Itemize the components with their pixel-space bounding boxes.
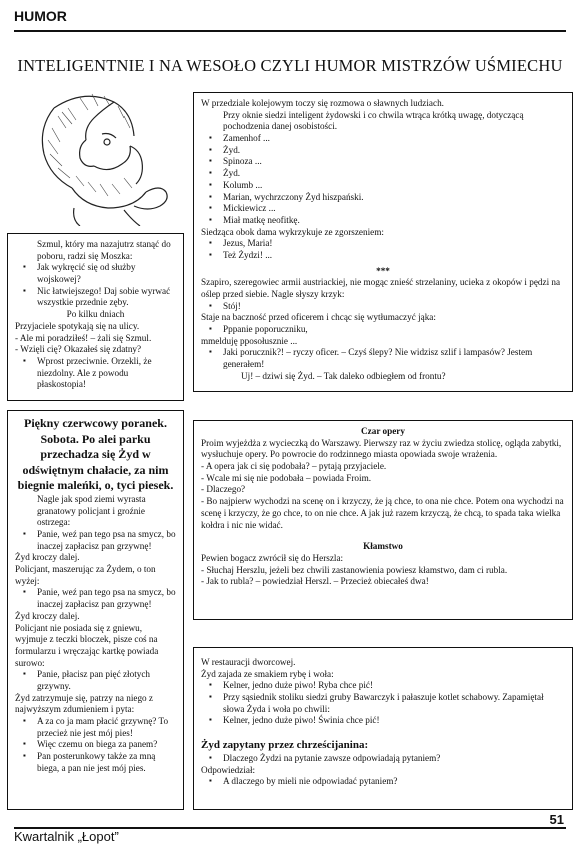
dialogue-line: ▪ Przy sąsiednik stoliku siedzi gruby Bawarczyk i pałaszuje kotlet schabowy. Zapamiętał słowa Żyda i woła po chwili: [201,692,565,715]
dialogue-line: - Wcale mi się nie podobała – powiada Froim. [201,472,372,483]
joke-text: Żyd zatrzymuje się, patrzy na niego z najwyższym zdumieniem i pyta: [15,692,154,715]
dialogue-line: ▪ Pan posterunkowy także za mną biega, a pan nie jest mój pies. [15,751,176,774]
separator-stars: *** [376,265,390,276]
dialogue-line: ▪ Miał matkę neofitkę. [201,215,565,227]
dialogue-line: ▪ Zamenhof ... [201,133,565,145]
magazine-name: Kwartalnik „Łopot” [14,829,119,844]
dialogue-line: - Jak to rubla? – powiedział Herszl. – Przecież obiecałeś dwa! [201,576,429,587]
joke-text: W przedziale kolejowym toczy się rozmowa o sławnych ludziach. [201,98,444,108]
dialogue-line: ▪ Kelner, jedno duże piwo! Świnia chce pić! [201,715,565,727]
dialogue-line: ▪ Też Żydzi! ... [201,250,565,262]
dialogue-line: ▪ Jezus, Maria! [201,238,565,250]
joke-text: Żyd zajada ze smakiem rybę i woła: [201,668,334,679]
dialogue-line: ▪ Panie, weź pan tego psa na smycz, bo inaczej zapłacisz pan grzywnę! [15,529,176,552]
dialogue-line: ▪ Dlaczego Żydzi na pytanie zawsze odpowiadają pytaniem? [201,753,565,765]
joke-box-restaurant [193,647,573,810]
joke-text: Uj! – dziwi się Żyd. – Tak daleko odbiegłem od frontu? [241,370,446,381]
joke-text: Proim wyjeżdża z wycieczką do Warszawy. Pierwszy raz w życiu zwiedza stolicę, ogląda zabytki, wysłuchuje opery. Po powrocie do rodzinnego miasta opowiada swoje wrażenia. [201,437,562,460]
dialogue-line: ▪ Marian, wychrzczony Żyd hiszpański. [201,192,565,204]
dialogue-line: - Ale mi poradziłeś! – żali się Szmul. [15,332,152,343]
dialogue-line: ▪ Kelner, jedno duże piwo! Ryba chce pić! [201,680,565,692]
dialogue-line: ▪ Jak wykręcić się od służby wojskowej? [15,262,176,285]
dialogue-line: ▪ Panie, weź pan tego psa na smycz, bo inaczej zapłacisz pan grzywnę! [15,587,176,610]
joke-text: mmelduję pposołusznie ... [201,335,298,346]
joke-text: Policjant, maszerując za Żydem, o ton wyżej: [15,564,156,586]
joke-text: Pewien bogacz zwrócił się do Herszla: [201,552,344,563]
dialogue-line: - A opera jak ci się podobała? – pytają przyjaciele. [201,461,387,472]
dialogue-line: ▪ Żyd. [201,145,565,157]
dialogue-line: - Bo najpierw wychodzi na scenę on i krzyczy, że ją chce, to ona nie chce. Potem ona wychodzi na scenę i krzyczy, że go chce, to on nie chce. A jak już razem krzyczą, że chcą, to spada taka wielka kołdra i nic nie widać. [201,496,564,530]
joke-text: Nagle jak spod ziemi wyrasta granatowy policjant i groźnie ostrzega: [37,493,146,528]
joke-text: Przy oknie siedzi inteligent żydowski i co chwila wtrąca krótką uwagę, dotyczącą pochodzenia danej osobistości. [223,109,524,132]
dialogue-line: ▪ Żyd. [201,168,565,180]
joke-box-dog [7,410,184,810]
joke-text: Żyd kroczy dalej. [15,552,80,563]
joke-box-szmul [7,233,184,401]
joke-title: Żyd zapytany przez chrześcijanina: [201,739,369,752]
dialogue-line: - Słuchaj Herszlu, jeżeli bez chwili zastanowienia powiesz kłamstwo, dam ci rubla. [201,564,508,575]
dialogue-line: ▪ Jaki porucznik?! – ryczy oficer. – Czyś ślepy? Nie widzisz szlif i lampasów? Jestem generałem! [201,347,565,370]
joke-box-train [193,92,573,392]
dialogue-line: ▪ Kolumb ... [201,180,565,192]
joke-szmul-intro: Szmul, który ma nazajutrz stanąć do poboru, radzi się Moszka: [37,239,171,261]
joke-title: Czar opery [361,426,405,436]
dialogue-line: ▪ A dlaczego by mieli nie odpowiadać pytaniem? [201,776,565,788]
dialogue-line: ▪ A za co ja mam płacić grzywnę? To przecież nie jest mój pies! [15,716,176,739]
dialogue-line: ▪ Wprost przeciwnie. Orzekli, że niezdolny. Ale z powodu płaskostopia! [15,356,176,391]
joke-heading: Piękny czerwcowy poranek. Sobota. Po alei parku przechadza się Żyd w odświętnym chałacie, za nim biegnie maleńki, o, tyci piesek. [17,416,174,493]
section-header: HUMOR [14,8,67,24]
joke-box-opera [193,420,573,620]
joke-text: Siedząca obok dama wykrzykuje ze zgorszeniem: [201,226,384,237]
joke-title: Kłamstwo [363,541,403,552]
dialogue-line: ▪ Nic łatwiejszego! Daj sobie wyrwać wszystkie przednie zęby. [15,286,176,309]
joke-text: Przyjaciele spotykają się na ulicy. [15,320,140,331]
page-title: INTELIGENTNIE I NA WESOŁO CZYLI HUMOR MISTRZÓW UŚMIECHU [17,56,563,75]
dialogue-line: ▪ Stój! [201,301,565,313]
caricature-old-man-drawing [14,88,182,226]
dialogue-line: ▪ Spinoza ... [201,156,565,168]
joke-text: W restauracji dworcowej. [201,657,296,667]
page-number: 51 [549,812,564,827]
joke-text: Po kilku dniach [66,309,125,320]
dialogue-line: ▪ Pppanie poporuczniku, [201,324,565,336]
joke-text: Policjant nie posiada się z gniewu, wyjmuje z teczki bloczek, pisze coś na formularzu i wręczając kartkę powiada surowo: [15,622,159,668]
header-rule [14,30,566,32]
joke-text: Staje na baczność przed oficerem i chcąc się wytłumaczyć jąka: [201,312,436,323]
dialogue-line: - Wzięli cię? Okazałeś się zdatny? [15,344,142,355]
joke-text: Żyd kroczy dalej. [15,610,80,621]
joke-text: Odpowiedział: [201,764,256,775]
dialogue-line: ▪ Więc czemu on biega za panem? [15,739,176,751]
joke-text: Szapiro, szeregowiec armii austriackiej, nie mogąc znieść strzelaniny, ucieka z okopów i pędzi na oślep przed siebie. Nagle słyszy krzyk: [201,277,561,299]
dialogue-line: ▪ Mickiewicz ... [201,203,565,215]
dialogue-line: ▪ Panie, płacisz pan pięć złotych grzywny. [15,669,176,692]
dialogue-line: - Dlaczego? [201,484,246,495]
